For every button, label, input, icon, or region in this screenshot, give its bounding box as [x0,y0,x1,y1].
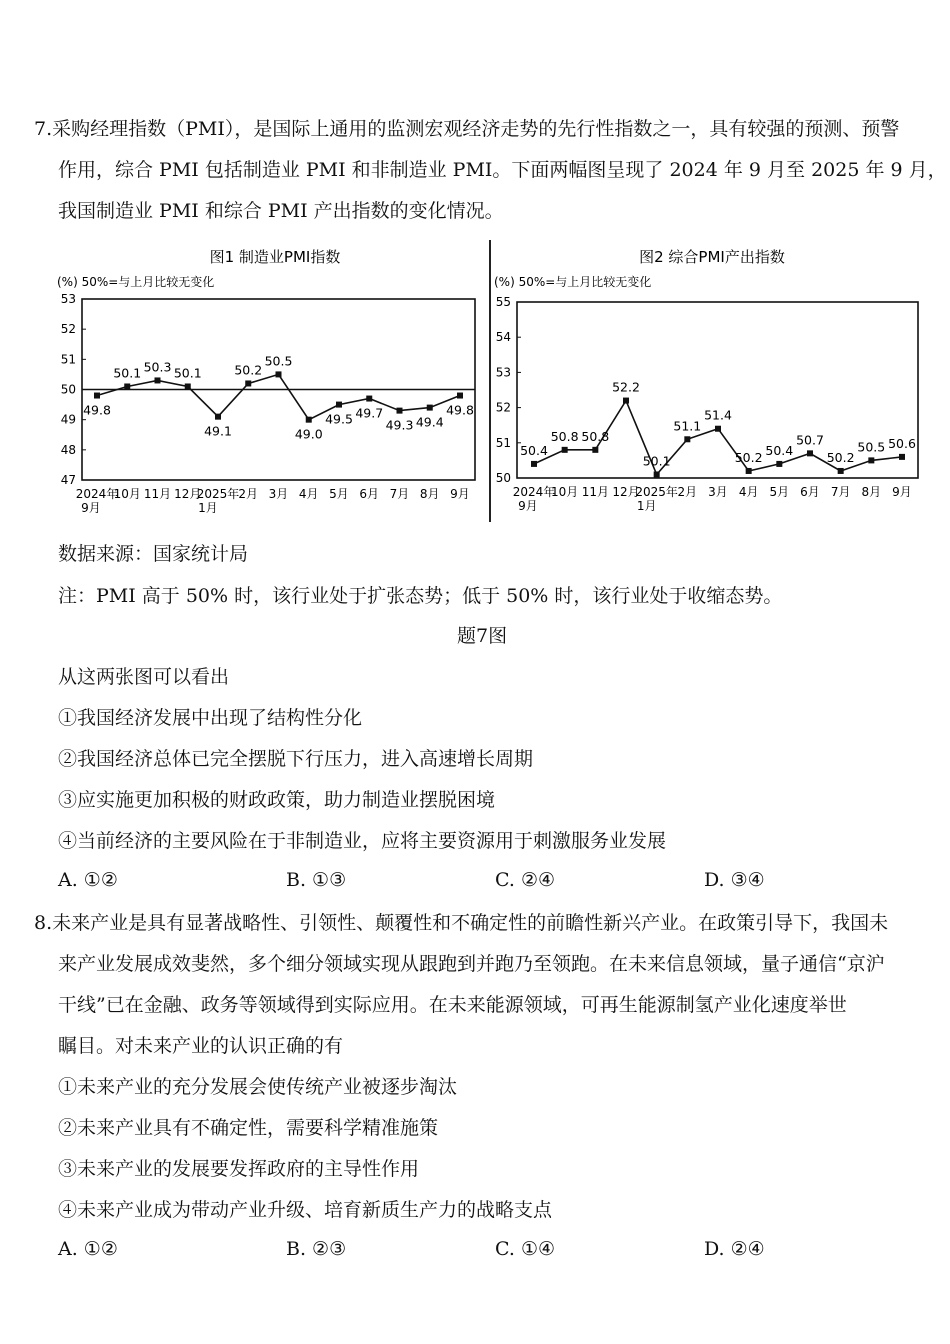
figure-1-manufacturing-pmi [55,240,485,525]
data-point-marker [276,371,282,377]
y-tick-label: 51 [495,435,511,450]
x-tick-label: 2月 [238,487,259,501]
x-tick-label: 6月 [359,487,380,501]
data-label: 50.4 [765,442,794,458]
data-label: 50.6 [888,435,916,451]
note: 注：PMI 高于 50% 时，该行业处于扩张态势；低于 50% 时，该行业处于收缩态势。 [58,585,783,607]
x-tick-label: 2025年 [635,485,678,499]
data-label: 50.5 [857,439,886,455]
data-label: 49.7 [355,405,384,421]
x-tick-label: 3月 [268,487,289,501]
q7-option-a[interactable]: A. ①② [58,869,118,891]
data-point-marker [215,414,221,420]
figure-caption: 题7图 [457,625,508,647]
chart-unit-note: (%) 50%=与上月比较无变化 [494,275,652,289]
q7-options [58,869,918,895]
y-tick-label: 52 [495,400,511,415]
q7-stem-line-2: 作用，综合 PMI 包括制造业 PMI 和非制造业 PMI。下面两幅图呈现了 2024 年 9 月至 2025 年 9 月， [58,159,947,181]
data-point-marker [776,461,782,467]
q7-statement-3: ③应实施更加积极的财政政策，助力制造业摆脱困境 [58,789,496,811]
data-label: 49.8 [446,402,474,418]
chart-divider [489,240,491,522]
data-point-marker [562,447,568,453]
q7-statement-4: ④当前经济的主要风险在于非制造业，应将主要资源用于刺激服务业发展 [58,830,667,852]
x-tick-label: 7月 [830,485,851,499]
x-tick-label: 2024年 [512,485,556,499]
y-tick-label: 49 [60,412,76,427]
x-tick-label: 6月 [800,485,820,499]
data-point-marker [366,396,372,402]
data-label: 50.2 [734,449,763,465]
q8-option-a[interactable]: A. ①② [58,1238,118,1260]
data-label: 50.5 [264,353,293,369]
q7-option-d[interactable]: D. ③④ [704,869,765,891]
x-tick-label: 2月 [677,485,698,499]
q8-stem-line-4: 瞩目。对未来产业的认识正确的有 [58,1035,344,1057]
data-label: 51.4 [704,407,732,423]
chart-2-svg [492,240,927,525]
q7-prompt: 从这两张图可以看出 [58,666,230,688]
x-tick-label: 11月 [581,485,609,499]
data-point-marker [899,454,905,460]
series-line [97,374,460,419]
data-point-marker [531,461,537,467]
x-tick-label: 4月 [738,485,759,499]
data-point-marker [592,447,598,453]
x-tick-sublabel: 1月 [198,501,218,515]
data-point-marker [306,417,312,423]
data-point-marker [94,393,100,399]
q7-statement-2: ②我国经济总体已完全摆脱下行压力，进入高速增长周期 [58,748,534,770]
data-point-marker [868,457,874,463]
data-label: 50.3 [143,359,172,375]
data-label: 50.1 [173,365,202,381]
y-tick-label: 51 [60,352,76,367]
x-tick-label: 11月 [143,487,172,501]
data-point-marker [746,468,752,474]
chart-1-svg [55,240,485,525]
y-tick-label: 53 [60,292,76,306]
data-point-marker [427,405,433,411]
q8-statement-3: ③未来产业的发展要发挥政府的主导性作用 [58,1158,420,1180]
data-point-marker [185,383,191,389]
q7-option-b[interactable]: B. ①③ [286,869,347,891]
data-label: 50.2 [826,449,855,465]
x-tick-label: 9月 [892,485,912,499]
data-label: 50.1 [113,365,142,381]
data-label: 49.0 [294,426,323,442]
data-point-marker [245,380,251,386]
data-label: 49.1 [204,423,232,439]
data-point-marker [397,408,403,414]
x-tick-label: 12月 [612,485,640,499]
chart-unit-note: (%) 50%=与上月比较无变化 [57,275,215,289]
y-tick-label: 48 [60,442,76,457]
q8-stem-line-2: 来产业发展成效斐然，多个细分领域实现从跟跑到并跑乃至领跑。在未来信息领域，量子通信“京沪 [58,953,885,975]
data-point-marker [684,436,690,442]
x-tick-sublabel: 1月 [636,499,657,513]
data-label: 49.8 [83,402,111,418]
x-tick-label: 10月 [551,485,579,499]
q8-statement-4: ④未来产业成为带动产业升级、培育新质生产力的战略支点 [58,1199,553,1221]
data-point-marker [457,393,463,399]
q7-option-c[interactable]: C. ②④ [495,869,556,891]
y-tick-label: 53 [495,365,511,380]
data-label: 50.7 [796,432,824,448]
x-tick-label: 2024年 [75,487,119,501]
data-label: 52.2 [612,379,640,395]
q8-statement-1: ①未来产业的充分发展会使传统产业被逐步淘汰 [58,1076,458,1098]
data-label: 50.8 [550,428,579,444]
y-tick-label: 55 [495,295,511,309]
data-label: 49.4 [415,414,444,430]
q8-statement-2: ②未来产业具有不确定性，需要科学精准施策 [58,1117,439,1139]
data-point-marker [623,398,629,404]
data-point-marker [807,450,813,456]
data-label: 49.5 [325,411,353,427]
x-tick-label: 8月 [419,487,440,501]
data-label: 49.3 [385,417,414,433]
figure-2-composite-pmi [492,240,927,525]
y-tick-label: 50 [495,471,511,485]
data-label: 50.2 [234,362,263,378]
x-tick-sublabel: 9月 [81,501,101,515]
chart-title: 图1 制造业PMI指数 [209,248,341,266]
data-label: 50.8 [581,428,610,444]
q8-stem-line-3: 干线”已在金融、政务等领域得到实际应用。在未来能源领域，可再生能源制氢产业化速度举世 [58,994,847,1016]
x-tick-label: 4月 [298,487,319,501]
x-tick-sublabel: 9月 [518,499,538,513]
y-tick-label: 54 [495,330,511,345]
x-tick-label: 10月 [113,487,141,501]
y-tick-label: 47 [60,473,76,487]
data-point-marker [838,468,844,474]
x-tick-label: 5月 [769,485,790,499]
data-point-marker [124,383,130,389]
q7-stem-line-1: 7.采购经理指数（PMI），是国际上通用的监测宏观经济走势的先行性指数之一，具有较强的预测、预警 [34,118,900,140]
q8-stem-line-1: 8.未来产业是具有显著战略性、引领性、颠覆性和不确定性的前瞻性新兴产业。在政策引导下，我国未 [34,912,889,934]
x-tick-label: 2025年 [196,487,240,501]
q7-statement-1: ①我国经济发展中出现了结构性分化 [58,707,363,729]
y-tick-label: 52 [60,322,76,337]
q7-stem-line-3: 我国制造业 PMI 和综合 PMI 产出指数的变化情况。 [58,200,504,222]
y-tick-label: 50 [60,382,76,397]
x-tick-label: 8月 [861,485,882,499]
q8-option-b[interactable]: B. ②③ [286,1238,347,1260]
q8-options [58,1238,918,1264]
x-tick-label: 7月 [389,487,410,501]
chart-title: 图2 综合PMI产出指数 [639,248,785,266]
x-tick-label: 5月 [329,487,349,501]
x-tick-label: 3月 [708,485,728,499]
data-point-marker [336,402,342,408]
data-point-marker [654,471,660,477]
x-tick-label: 9月 [450,487,470,501]
data-label: 50.1 [642,453,671,469]
q8-option-c[interactable]: C. ①④ [495,1238,556,1260]
data-point-marker [715,426,721,432]
data-label: 50.4 [520,442,548,458]
x-tick-label: 12月 [174,487,202,501]
data-point-marker [155,377,161,383]
q8-option-d[interactable]: D. ②④ [704,1238,765,1260]
data-label: 51.1 [673,418,702,434]
data-source: 数据来源：国家统计局 [58,543,249,565]
